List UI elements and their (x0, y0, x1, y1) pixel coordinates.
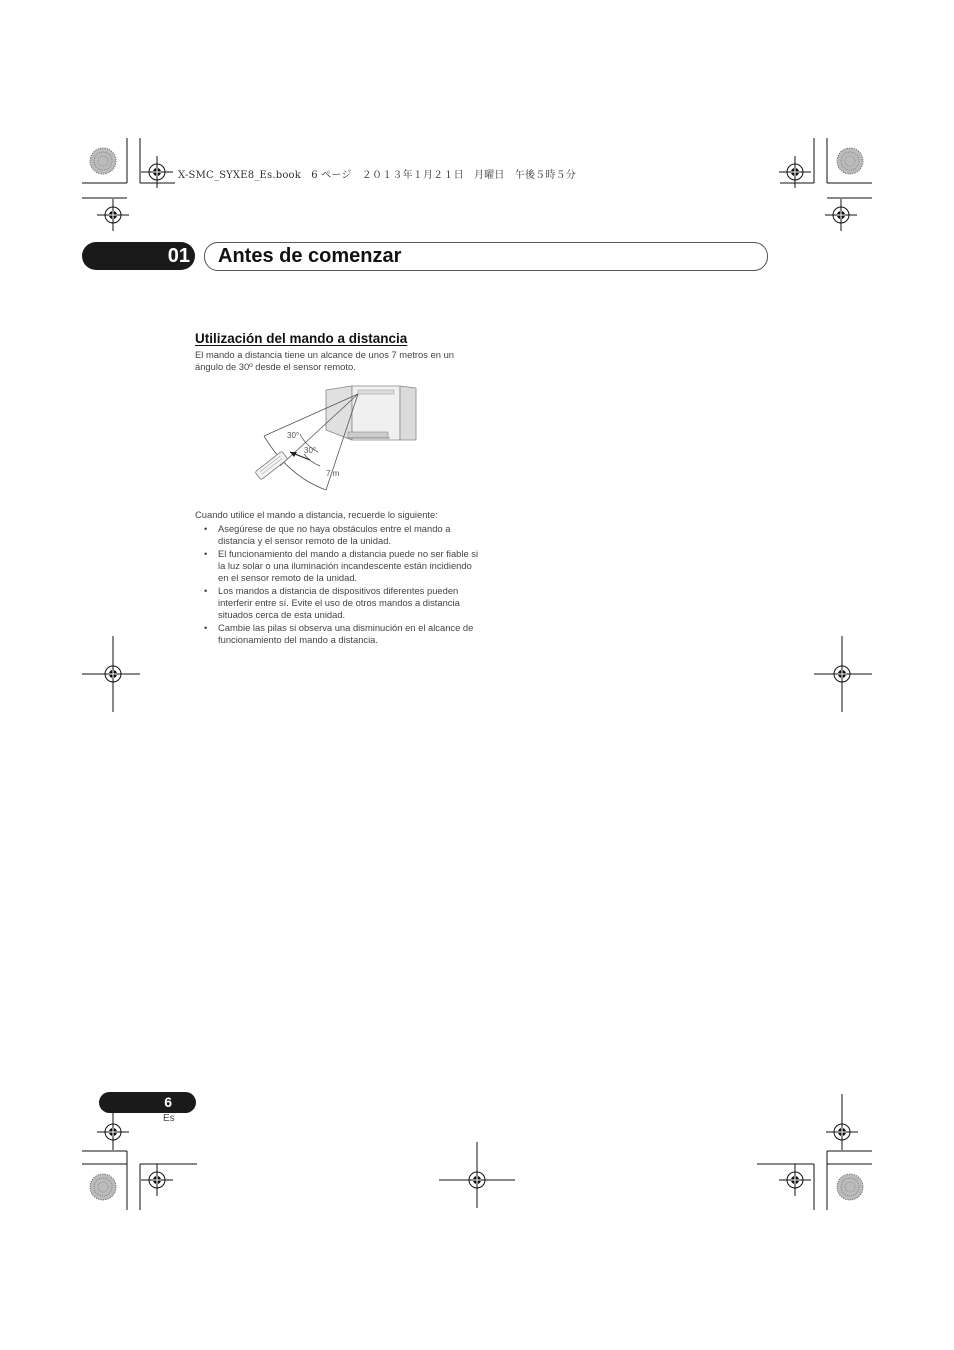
print-file-info: X-SMC_SYXE8_Es.book 6 ページ ２０１３年１月２１日 月曜日 午後５時５分 (178, 170, 576, 181)
registration-mark-icon (779, 1164, 811, 1196)
stereo-unit-illustration (326, 386, 416, 440)
registration-mark-icon (461, 1164, 493, 1196)
intro-paragraph: El mando a distancia tiene un alcance de unos 7 metros en un ángulo de 30º desde el sensor remoto. (195, 349, 455, 372)
list-item: • Cambie las pilas si observa una disminución en el alcance de funcionamiento del mando a distancia. (195, 622, 480, 646)
list-item: • Los mandos a distancia de dispositivos diferentes pueden interferir entre sí. Evite el uso de otros mandos a distancia situados cerca de esta unidad. (195, 585, 480, 621)
page-language: Es (163, 1113, 175, 1124)
remote-control-illustration (255, 451, 288, 480)
angle-label-lower: 30° (304, 446, 317, 455)
angle-label-upper: 30° (287, 431, 300, 440)
chapter-title: Antes de comenzar (218, 245, 402, 267)
color-target-icon (90, 148, 116, 174)
registration-mark-icon (825, 199, 857, 231)
section-heading: Utilización del mando a distancia (195, 331, 408, 346)
registration-mark-icon (826, 1116, 858, 1148)
note-intro: Cuando utilice el mando a distancia, recuerde lo siguiente: (195, 509, 438, 520)
page-number-badge (99, 1092, 196, 1113)
color-target-icon (837, 148, 863, 174)
bullet-list (195, 523, 480, 647)
color-target-icon (90, 1174, 116, 1200)
list-item: • El funcionamiento del mando a distancia puede no ser fiable si la luz solar o una iluminación incandescente están incidiendo en el sensor remoto de la unidad. (195, 548, 480, 584)
remote-range-diagram (240, 380, 430, 500)
registration-mark-icon (97, 1116, 129, 1148)
distance-label: 7 m (326, 469, 340, 478)
list-item: • Asegúrese de que no haya obstáculos entre el mando a distancia y el sensor remoto de la unidad. (195, 523, 480, 547)
registration-mark-icon (141, 1164, 173, 1196)
registration-mark-icon (97, 658, 129, 690)
color-target-icon (837, 1174, 863, 1200)
registration-mark-icon (826, 658, 858, 690)
chapter-number: 01 (167, 245, 190, 267)
page-number: 6 (164, 1094, 172, 1110)
registration-mark-icon (97, 199, 129, 231)
